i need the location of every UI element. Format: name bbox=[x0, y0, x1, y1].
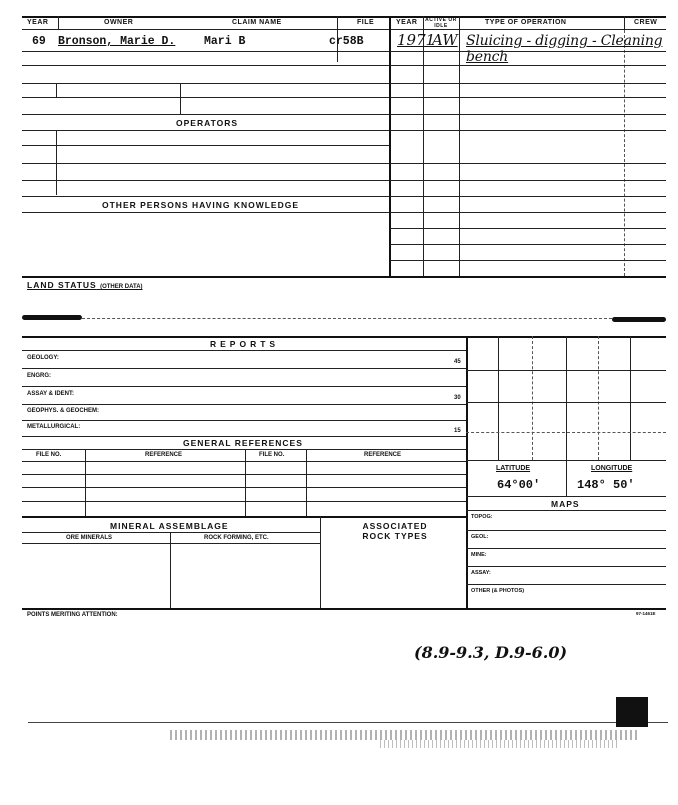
record-active-idle: AW bbox=[432, 31, 458, 49]
report-label: ENGRG: bbox=[27, 373, 51, 379]
year2-header: YEAR bbox=[396, 19, 418, 26]
rule bbox=[22, 532, 320, 533]
col-sep bbox=[58, 16, 59, 29]
record-claim-name: Mari B bbox=[204, 35, 246, 48]
rule bbox=[390, 114, 666, 115]
land-status-note: (OTHER DATA) bbox=[100, 284, 143, 290]
year-header: YEAR bbox=[27, 19, 49, 26]
handwritten-annotation: (8.9-9.3, D.9-6.0) bbox=[414, 643, 568, 662]
col-sep bbox=[566, 460, 567, 496]
rule bbox=[390, 163, 666, 164]
rule bbox=[390, 51, 666, 52]
grid-line bbox=[466, 432, 666, 433]
top-border bbox=[22, 16, 666, 18]
grid-line bbox=[466, 402, 666, 403]
grid-line bbox=[498, 336, 499, 460]
rule bbox=[390, 83, 666, 84]
rule bbox=[22, 163, 389, 164]
scan-smear bbox=[22, 315, 82, 320]
rule bbox=[390, 212, 666, 213]
rule bbox=[22, 145, 389, 146]
rule bbox=[390, 97, 666, 98]
rule bbox=[22, 461, 466, 462]
rule bbox=[22, 212, 389, 213]
file-no-header-2: FILE NO. bbox=[259, 452, 285, 458]
rule bbox=[22, 51, 389, 52]
map-geol: GEOL: bbox=[471, 534, 489, 540]
points-meriting-label: POINTS MERITING ATTENTION: bbox=[27, 612, 118, 618]
type-of-operation-header: TYPE OF OPERATION bbox=[485, 19, 567, 26]
record-year: 69 bbox=[32, 35, 46, 48]
latitude-label: LATITUDE bbox=[496, 465, 531, 472]
grid-line bbox=[598, 336, 599, 460]
rule bbox=[22, 350, 466, 351]
rule bbox=[22, 130, 389, 131]
rule bbox=[22, 501, 466, 502]
report-num: 45 bbox=[454, 359, 461, 365]
section-border bbox=[22, 276, 666, 278]
rock-forming-header: ROCK FORMING, ETC. bbox=[204, 535, 269, 541]
rule bbox=[466, 496, 666, 497]
map-other: OTHER (& PHOTOS) bbox=[471, 588, 525, 594]
form-code: 97-1461E bbox=[636, 611, 656, 616]
col-sep bbox=[320, 516, 321, 608]
scan-noise bbox=[170, 730, 640, 740]
associated-rock-types-title: ASSOCIATED ROCK TYPES bbox=[362, 521, 428, 541]
owner-header: OWNER bbox=[104, 19, 134, 26]
rule bbox=[22, 543, 320, 544]
col-sep bbox=[245, 449, 246, 516]
grid-line bbox=[466, 370, 666, 371]
rule bbox=[390, 130, 666, 131]
rule bbox=[22, 386, 466, 387]
record-file: cr58B bbox=[329, 35, 364, 48]
report-label: ASSAY & IDENT: bbox=[27, 391, 75, 397]
record-type-of-operation: Sluicing - digging - Cleaning bench bbox=[466, 33, 663, 65]
scan-line bbox=[28, 722, 668, 723]
col-sep bbox=[180, 84, 181, 114]
reports-title: REPORTS bbox=[210, 339, 280, 349]
rule bbox=[22, 474, 466, 475]
active-col-divider bbox=[459, 16, 460, 276]
rule bbox=[390, 228, 666, 229]
scan-smear bbox=[612, 317, 666, 322]
rule bbox=[466, 510, 666, 511]
ore-minerals-header: ORE MINERALS bbox=[66, 535, 113, 541]
bottom-border bbox=[22, 608, 666, 610]
report-label: GEOLOGY: bbox=[27, 355, 59, 361]
rule bbox=[22, 114, 389, 115]
reference-header-2: REFERENCE bbox=[364, 452, 402, 458]
crew-col-divider bbox=[624, 30, 625, 276]
map-assay: ASSAY: bbox=[471, 570, 491, 576]
right-panel-divider bbox=[389, 16, 391, 276]
maps-panel-divider bbox=[466, 336, 468, 608]
rule bbox=[22, 420, 466, 421]
rule bbox=[22, 516, 466, 518]
report-num: 30 bbox=[454, 395, 461, 401]
rule bbox=[390, 65, 666, 66]
reference-header: REFERENCE bbox=[145, 452, 183, 458]
rule bbox=[22, 83, 389, 84]
maps-title: MAPS bbox=[551, 499, 580, 509]
rule bbox=[390, 244, 666, 245]
claim-name-header: CLAIM NAME bbox=[232, 19, 282, 26]
registration-mark bbox=[616, 697, 648, 727]
longitude-label: LONGITUDE bbox=[591, 465, 633, 472]
rule bbox=[466, 584, 666, 585]
grid-line bbox=[630, 336, 631, 460]
reports-top-border bbox=[22, 336, 666, 338]
rule bbox=[22, 196, 389, 197]
col-sep bbox=[170, 532, 171, 608]
rule bbox=[22, 97, 389, 98]
rule bbox=[22, 368, 466, 369]
rule bbox=[466, 548, 666, 549]
rule bbox=[390, 196, 666, 197]
rule bbox=[22, 449, 466, 450]
rule bbox=[390, 260, 666, 261]
map-mine: MINE: bbox=[471, 552, 487, 558]
longitude-value: 148° 50' bbox=[577, 478, 635, 492]
other-persons-title: OTHER PERSONS HAVING KNOWLEDGE bbox=[102, 200, 300, 210]
record-owner: Bronson, Marie D. bbox=[58, 35, 176, 48]
report-label: METALLURGICAL: bbox=[27, 424, 81, 430]
map-topog: TOPOG: bbox=[471, 514, 493, 520]
rule bbox=[22, 487, 466, 488]
rule bbox=[22, 404, 466, 405]
record-op-year: 1971 bbox=[397, 31, 436, 49]
rule bbox=[466, 530, 666, 531]
report-label: GEOPHYS. & GEOCHEM: bbox=[27, 408, 100, 414]
active-idle-header: ACTIVE OR IDLE bbox=[425, 17, 457, 29]
file-header: FILE bbox=[357, 19, 375, 26]
latitude-value: 64°00' bbox=[497, 478, 541, 492]
rule bbox=[22, 65, 389, 66]
rule bbox=[82, 318, 612, 319]
year-col-divider bbox=[423, 16, 424, 276]
col-sep bbox=[306, 449, 307, 516]
report-num: 15 bbox=[454, 428, 461, 434]
general-references-title: GENERAL REFERENCES bbox=[183, 438, 303, 448]
mineral-assemblage-title: MINERAL ASSEMBLAGE bbox=[110, 521, 229, 531]
col-sep bbox=[85, 449, 86, 516]
grid-line bbox=[566, 336, 567, 460]
operators-title: OPERATORS bbox=[176, 118, 239, 128]
rule bbox=[466, 566, 666, 567]
scan-noise bbox=[380, 740, 620, 748]
rule bbox=[22, 436, 466, 437]
col-sep bbox=[56, 131, 57, 195]
header-underline bbox=[22, 29, 666, 30]
grid-line bbox=[532, 336, 533, 460]
col-sep bbox=[624, 16, 625, 29]
col-sep bbox=[56, 84, 57, 97]
crew-header: CREW bbox=[634, 19, 658, 26]
land-status-title: LAND STATUS (OTHER DATA) bbox=[27, 280, 143, 290]
rule bbox=[390, 180, 666, 181]
rule bbox=[22, 180, 389, 181]
file-no-header: FILE NO. bbox=[36, 452, 62, 458]
